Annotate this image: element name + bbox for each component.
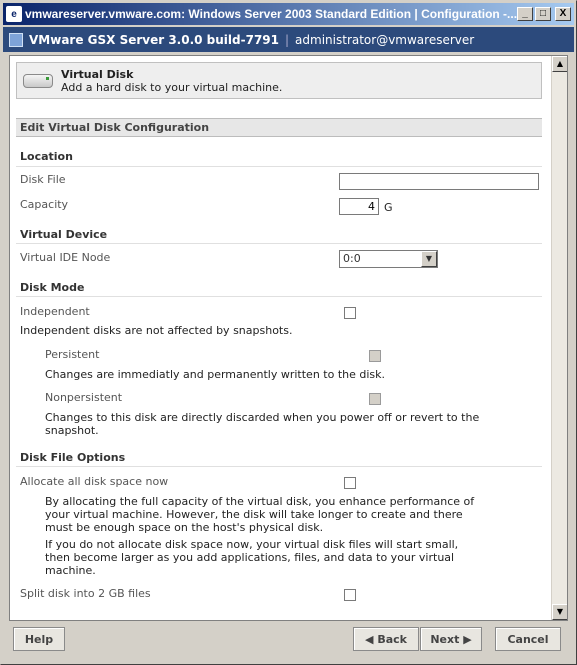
close-button[interactable]: X: [555, 7, 571, 21]
page-banner: [16, 62, 542, 99]
minimize-button[interactable]: _: [517, 7, 533, 21]
allocate-label: Allocate all disk space now: [20, 475, 169, 488]
independent-checkbox[interactable]: [344, 307, 356, 319]
capacity-input[interactable]: [339, 198, 379, 215]
nonpersistent-note-line1: Changes to this disk are directly discarded when you power off or revert to the: [45, 411, 480, 424]
disk-mode-heading: Disk Mode: [20, 281, 85, 294]
divider: [16, 296, 542, 297]
divider: [16, 466, 542, 467]
cancel-button[interactable]: Cancel: [495, 627, 561, 651]
allocate-checkbox[interactable]: [344, 477, 356, 489]
browser-icon: e: [6, 6, 22, 22]
location-heading: Location: [20, 150, 73, 163]
product-name: VMware GSX Server 3.0.0 build-7791: [29, 32, 279, 47]
nonpersistent-note-line2: snapshot.: [45, 424, 99, 437]
nonpersistent-radio[interactable]: [369, 393, 381, 405]
persistent-label: Persistent: [45, 348, 100, 361]
next-button[interactable]: Next ▶: [420, 627, 482, 651]
disk-file-input[interactable]: [339, 173, 539, 190]
hard-disk-icon: [23, 74, 53, 88]
divider: [16, 243, 542, 244]
scroll-down-icon[interactable]: ▼: [552, 604, 568, 620]
persistent-radio[interactable]: [369, 350, 381, 362]
nonpersistent-label: Nonpersistent: [45, 391, 123, 404]
header-separator: |: [285, 32, 290, 47]
back-button[interactable]: ◀ Back: [353, 627, 419, 651]
disk-file-options-heading: Disk File Options: [20, 451, 126, 464]
page-title: Virtual Disk: [61, 67, 134, 81]
title-bar[interactable]: [3, 3, 574, 25]
page-subtitle: Add a hard disk to your virtual machine.: [61, 80, 283, 94]
allocate-note-line2: your virtual machine. However, the disk will take longer to create and there: [45, 508, 463, 521]
scroll-up-icon[interactable]: ▲: [552, 56, 568, 72]
ide-node-label: Virtual IDE Node: [20, 251, 111, 264]
maximize-button[interactable]: □: [535, 7, 551, 21]
chevron-down-icon[interactable]: ▼: [421, 251, 437, 267]
virtual-device-heading: Virtual Device: [20, 228, 108, 241]
split-checkbox[interactable]: [344, 589, 356, 601]
persistent-note: Changes are immediatly and permanently written to the disk.: [45, 368, 386, 381]
section-header: Edit Virtual Disk Configuration: [16, 118, 542, 137]
capacity-label: Capacity: [20, 198, 69, 211]
divider: [16, 166, 542, 167]
capacity-unit: G: [384, 201, 393, 214]
logged-in-user: administrator@vmwareserver: [295, 32, 475, 47]
independent-label: Independent: [20, 305, 90, 318]
vmware-logo-icon: [9, 33, 23, 47]
noalloc-note-line1: If you do not allocate disk space now, your virtual disk files will start small,: [45, 538, 459, 551]
window-title: vmwareserver.vmware.com: Windows Server 2003 Standard Edition | Configuration -...: [25, 7, 517, 21]
app-header: [3, 27, 574, 52]
ide-node-selected: 0:0: [343, 252, 361, 265]
help-button[interactable]: Help: [13, 627, 65, 651]
split-label: Split disk into 2 GB files: [20, 587, 151, 600]
allocate-note-line1: By allocating the full capacity of the virtual disk, you enhance performance of: [45, 495, 475, 508]
disk-file-label: Disk File: [20, 173, 66, 186]
noalloc-note-line2: then become larger as you add applications, files, and data to your virtual: [45, 551, 455, 564]
vertical-scrollbar[interactable]: [551, 56, 567, 620]
allocate-note-line3: must be enough space on the host's physical disk.: [45, 521, 324, 534]
ide-node-select[interactable]: [339, 250, 438, 268]
content-pane: [9, 55, 568, 621]
noalloc-note-line3: machine.: [45, 564, 96, 577]
independent-note: Independent disks are not affected by snapshots.: [20, 324, 293, 337]
